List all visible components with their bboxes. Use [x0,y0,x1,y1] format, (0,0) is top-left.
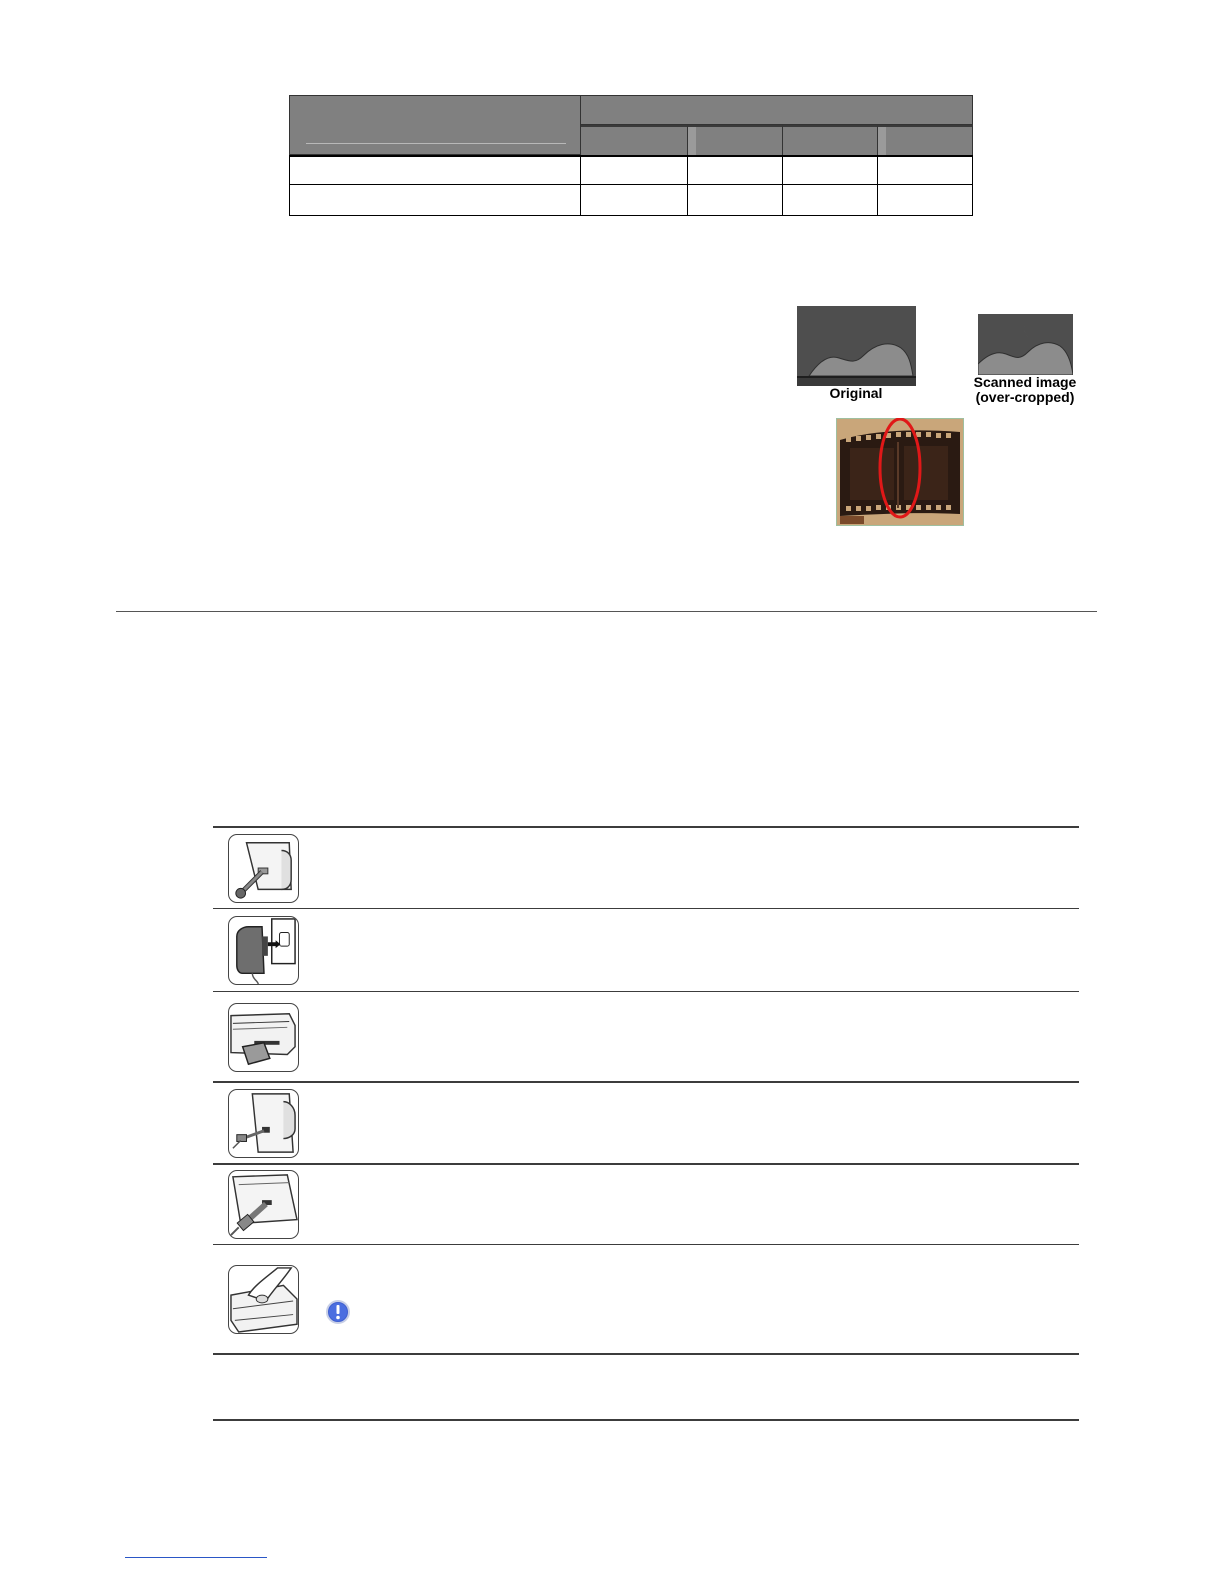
power-button-press-icon [228,1265,299,1334]
scanned-caption [960,375,1090,405]
table-subheader-3 [783,125,878,155]
table-cell [289,185,581,216]
footer-link[interactable] [125,1557,267,1558]
subheader-notch [688,127,696,155]
film-strip-photo [836,418,964,526]
step-separator [213,1244,1079,1245]
section-divider [116,611,1097,612]
step-separator [213,1163,1079,1165]
usb-cable-scanner-graphic [229,1090,298,1157]
exclamation-info-icon [325,1299,351,1325]
step-separator [213,991,1079,992]
power-cable-plug-graphic [229,835,298,902]
table-cell [581,185,688,216]
table-subheader-1 [581,125,688,155]
scanned-image-illustration [978,314,1073,375]
header-rule [306,143,566,144]
table-cell [878,185,973,216]
table-header-left [289,95,581,155]
usb-cable-scanner-icon [228,1089,299,1158]
scanned-caption-line2: (over-cropped) [975,389,1075,405]
usb-cable-computer-icon [228,1170,299,1239]
table-subheader-4 [878,125,973,155]
step-separator [213,1353,1079,1355]
ac-adapter-outlet-icon [228,916,299,985]
step-separator [213,1081,1079,1083]
table-header-group [581,95,973,125]
steps-bottom-rule [213,1419,1079,1421]
moon-landscape-cropped-icon [978,314,1073,375]
table-cell [581,155,688,185]
exclamation-graphic [325,1299,351,1325]
table-cell [878,155,973,185]
table-cell [688,185,783,216]
steps-top-rule [213,826,1079,828]
scanned-caption-line1: Scanned image [973,374,1077,390]
table-cell [688,155,783,185]
usb-cable-computer-graphic [229,1171,298,1238]
moon-landscape-icon [797,306,916,386]
spec-table [289,95,973,216]
ac-adapter-graphic [229,917,298,984]
table-subheader-2 [688,125,783,155]
memory-card-insert-icon [228,1003,299,1072]
subheader-notch [878,127,886,155]
power-cable-plug-icon [228,834,299,903]
table-cell [289,155,581,185]
power-button-graphic [229,1266,298,1333]
table-cell [783,185,878,216]
film-strip-marked-icon [836,418,964,526]
table-cell [783,155,878,185]
memory-card-graphic [229,1004,298,1071]
original-caption: Original [829,385,883,401]
original-image-illustration [797,306,916,386]
step-separator [213,908,1079,909]
